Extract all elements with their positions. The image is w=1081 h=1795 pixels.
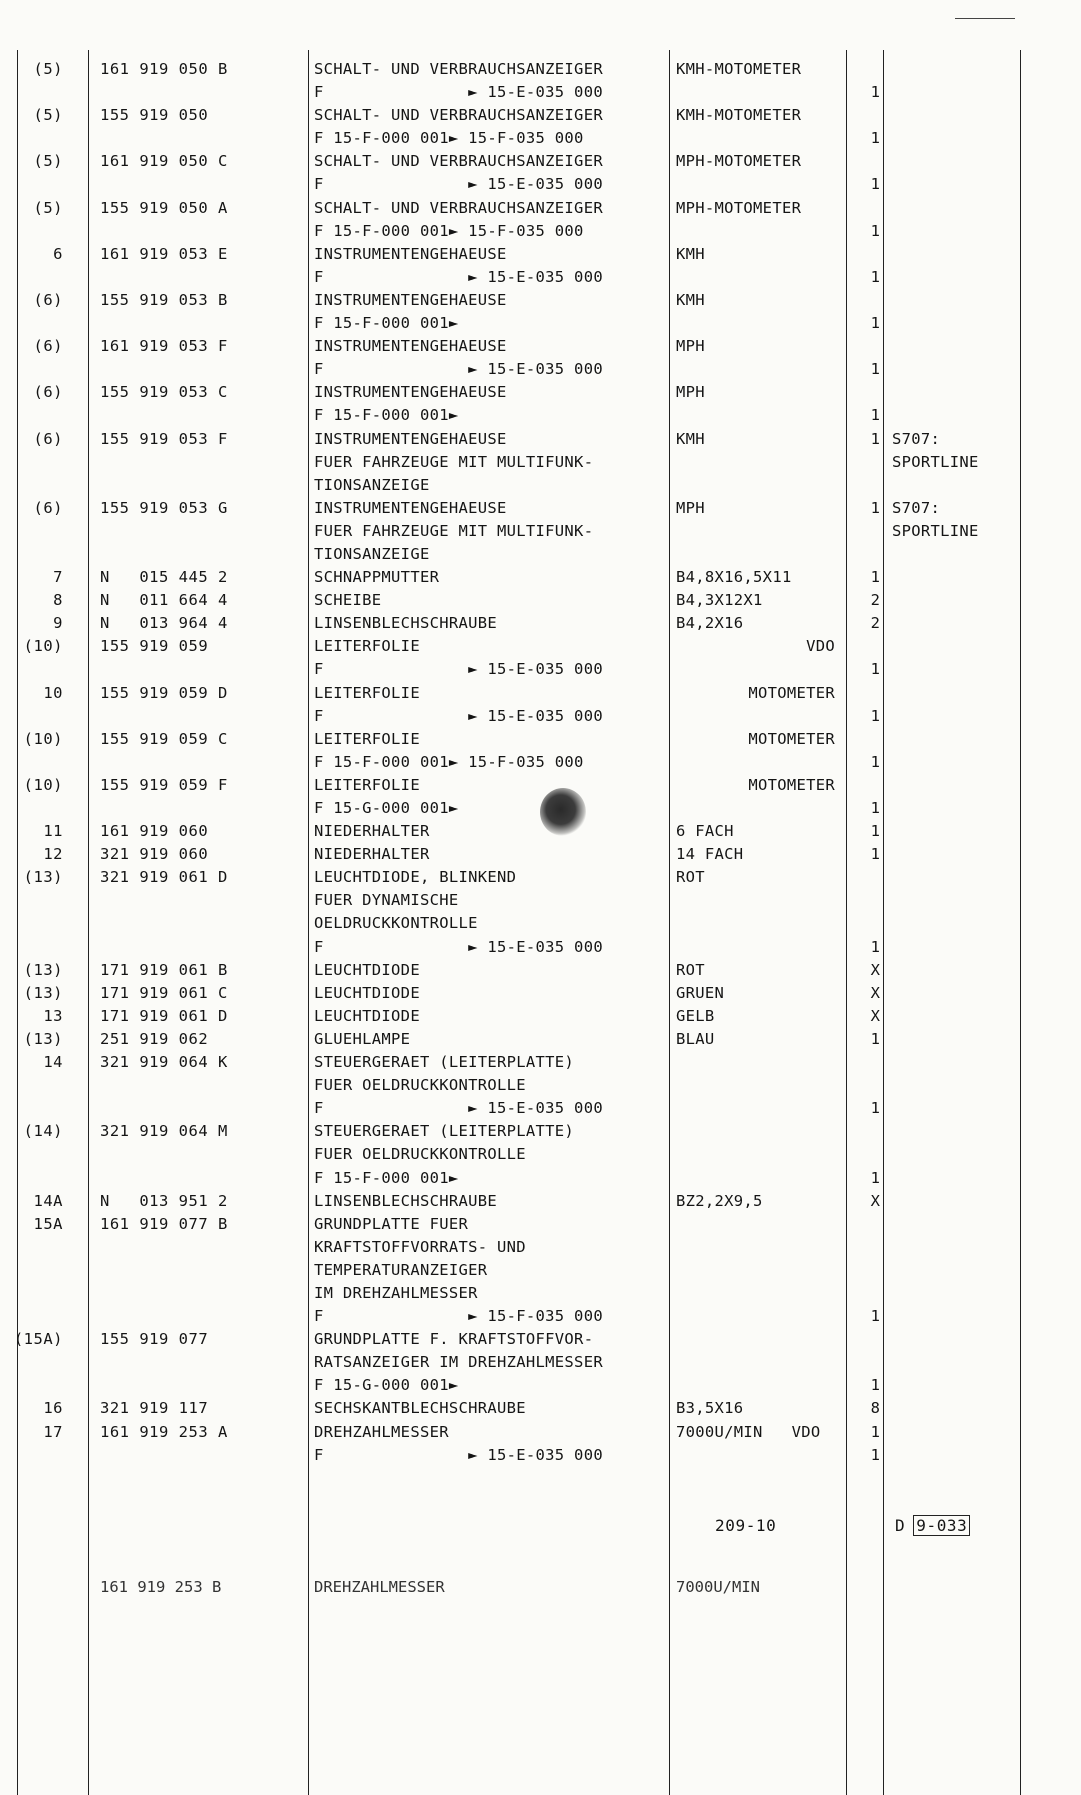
position-cell: (5): [33, 152, 63, 171]
table-row: [0, 866, 1081, 889]
table-row: [0, 751, 1081, 774]
remark-cell: GRUEN: [676, 983, 725, 1002]
note-cell: SPORTLINE: [892, 521, 979, 540]
remark-cell: B4,2X16: [676, 614, 744, 633]
description-cell: FUER FAHRZEUGE MIT MULTIFUNK-: [314, 452, 594, 471]
remark-cell: B4,3X12X1: [676, 591, 763, 610]
quantity-cell: 1: [870, 129, 880, 148]
table-row: [0, 220, 1081, 243]
description-cell: GRUNDPLATTE FUER: [314, 1214, 469, 1233]
position-cell: 6: [53, 244, 63, 263]
table-row: [0, 566, 1081, 589]
remark-cell: MPH-MOTOMETER: [676, 198, 802, 217]
description-cell: LINSENBLECHSCHRAUBE: [314, 614, 498, 633]
remark-cell-right: MOTOMETER: [748, 729, 835, 748]
table-row: [0, 843, 1081, 866]
table-row: [0, 728, 1081, 751]
description-cell: LEITERFOLIE: [314, 637, 420, 656]
part-number-cell: 171 919 061 D: [100, 1006, 228, 1025]
quantity-cell: 1: [870, 1029, 880, 1048]
description-cell: SCHALT- UND VERBRAUCHSANZEIGER: [314, 106, 603, 125]
description-cell: F ► 15-E-035 000: [314, 937, 603, 956]
quantity-cell: 1: [870, 1445, 880, 1464]
part-number-cell: 251 919 062: [100, 1029, 209, 1048]
table-row: [0, 312, 1081, 335]
description-cell: IM DREHZAHLMESSER: [314, 1283, 478, 1302]
position-cell: (15A): [13, 1330, 63, 1349]
table-row: [0, 335, 1081, 358]
remark-cell: 6 FACH: [676, 822, 734, 841]
part-number-cell: 155 919 053 G: [100, 498, 228, 517]
description-cell: TIONSANZEIGE: [314, 475, 430, 494]
remark-cell: ROT: [676, 960, 705, 979]
description-cell: TIONSANZEIGE: [314, 544, 430, 563]
position-cell: (10): [23, 775, 63, 794]
description-cell: F 15-F-000 001► 15-F-035 000: [314, 129, 584, 148]
remark-cell: BLAU: [676, 1029, 715, 1048]
table-row: [0, 1074, 1081, 1097]
part-number-cell: 161 919 053 E: [100, 244, 228, 263]
description-cell: LEUCHTDIODE: [314, 983, 420, 1002]
part-number-cell: 321 919 061 D: [100, 868, 228, 887]
position-cell: 8: [53, 591, 63, 610]
cut-row-remark: 7000U/MIN: [676, 1578, 760, 1596]
description-cell: F ► 15-E-035 000: [314, 1099, 603, 1118]
table-row: [0, 1397, 1081, 1420]
remark-cell: KMH-MOTOMETER: [676, 60, 802, 78]
table-row: [0, 520, 1081, 543]
description-cell: INSTRUMENTENGEHAEUSE: [314, 429, 507, 448]
document-code-box: 9-033: [913, 1515, 970, 1536]
remark-cell: KMH-MOTOMETER: [676, 106, 802, 125]
table-row: [0, 358, 1081, 381]
description-cell: F ► 15-E-035 000: [314, 1445, 603, 1464]
description-cell: OELDRUCKKONTROLLE: [314, 914, 478, 933]
table-row: [0, 1051, 1081, 1074]
description-cell: INSTRUMENTENGEHAEUSE: [314, 290, 507, 309]
part-number-cell: 155 919 053 C: [100, 383, 228, 402]
remark-cell: MPH: [676, 383, 705, 402]
table-row: [0, 612, 1081, 635]
table-row: [0, 266, 1081, 289]
description-cell: LEUCHTDIODE: [314, 1006, 420, 1025]
part-number-cell: 155 919 059 F: [100, 775, 228, 794]
description-cell: F ► 15-E-035 000: [314, 83, 603, 102]
quantity-cell: 1: [870, 1099, 880, 1118]
position-cell: (5): [33, 60, 63, 78]
remark-cell-right: MOTOMETER: [748, 775, 835, 794]
table-row: [0, 1259, 1081, 1282]
table-row: [0, 1143, 1081, 1166]
quantity-cell: 1: [870, 1422, 880, 1441]
description-cell: F 15-F-000 001► 15-F-035 000: [314, 752, 584, 771]
description-cell: LEUCHTDIODE: [314, 960, 420, 979]
description-cell: F 15-F-000 001► 15-F-035 000: [314, 221, 584, 240]
part-number-cell: 155 919 050 A: [100, 198, 228, 217]
document-code: [895, 1516, 970, 1535]
position-cell: (10): [23, 637, 63, 656]
table-row: [0, 1097, 1081, 1120]
table-row: [0, 1421, 1081, 1444]
position-cell: 13: [43, 1006, 63, 1025]
quantity-cell: 1: [870, 1376, 880, 1395]
note-cell: S707:: [892, 498, 941, 517]
description-cell: NIEDERHALTER: [314, 822, 430, 841]
description-cell: F 15-F-000 001►: [314, 406, 459, 425]
table-row: [0, 404, 1081, 427]
description-cell: F ► 15-E-035 000: [314, 706, 603, 725]
description-cell: KRAFTSTOFFVORRATS- UND: [314, 1237, 526, 1256]
position-cell: (6): [33, 383, 63, 402]
remark-cell: 14 FACH: [676, 845, 744, 864]
table-row: [0, 705, 1081, 728]
table-row: [0, 1167, 1081, 1190]
description-cell: F 15-F-000 001►: [314, 1168, 459, 1187]
remark-cell: B3,5X16: [676, 1399, 744, 1418]
part-number-cell: 155 919 059: [100, 637, 209, 656]
table-row: [0, 289, 1081, 312]
description-cell: STEUERGERAET (LEITERPLATTE): [314, 1053, 575, 1072]
part-number-cell: 155 919 053 F: [100, 429, 228, 448]
table-row: [0, 127, 1081, 150]
part-number-cell: N 013 964 4: [100, 614, 228, 633]
quantity-cell: 1: [870, 360, 880, 379]
part-number-cell: 161 919 053 F: [100, 337, 228, 356]
remark-cell: 7000U/MIN VDO: [676, 1422, 821, 1441]
table-row: [0, 81, 1081, 104]
table-row: [0, 1005, 1081, 1028]
quantity-cell: 1: [870, 429, 880, 448]
cut-row-part: 161 919 253 B: [100, 1578, 222, 1596]
table-row: [0, 774, 1081, 797]
remark-cell: ROT: [676, 868, 705, 887]
quantity-cell: 1: [870, 406, 880, 425]
remark-cell: B4,8X16,5X11: [676, 568, 792, 587]
quantity-cell: 1: [870, 1168, 880, 1187]
remark-cell: MPH-MOTOMETER: [676, 152, 802, 171]
position-cell: (5): [33, 198, 63, 217]
description-cell: SCHALT- UND VERBRAUCHSANZEIGER: [314, 60, 603, 78]
table-row: [0, 682, 1081, 705]
position-cell: (13): [23, 1029, 63, 1048]
description-cell: F ► 15-E-035 000: [314, 267, 603, 286]
cut-row-desc: DREHZAHLMESSER: [314, 1578, 445, 1596]
table-row: [0, 1444, 1081, 1467]
quantity-cell: 1: [870, 83, 880, 102]
description-cell: SCHEIBE: [314, 591, 382, 610]
part-number-cell: 171 919 061 B: [100, 960, 228, 979]
description-cell: FUER FAHRZEUGE MIT MULTIFUNK-: [314, 521, 594, 540]
quantity-cell: X: [870, 1006, 880, 1025]
quantity-cell: 1: [870, 267, 880, 286]
description-cell: NIEDERHALTER: [314, 845, 430, 864]
description-cell: DREHZAHLMESSER: [314, 1422, 449, 1441]
description-cell: FUER DYNAMISCHE: [314, 891, 459, 910]
part-number-cell: 321 919 064 K: [100, 1053, 228, 1072]
description-cell: F 15-G-000 001►: [314, 1376, 459, 1395]
remark-cell: KMH: [676, 429, 705, 448]
table-row: [0, 381, 1081, 404]
part-number-cell: 321 919 117: [100, 1399, 209, 1418]
description-cell: SCHNAPPMUTTER: [314, 568, 440, 587]
document-prefix: D: [895, 1516, 906, 1535]
table-row: [0, 451, 1081, 474]
quantity-cell: 1: [870, 706, 880, 725]
table-row: [0, 1351, 1081, 1374]
description-cell: LEUCHTDIODE, BLINKEND: [314, 868, 517, 887]
table-row: [0, 1282, 1081, 1305]
position-cell: 11: [43, 822, 63, 841]
remark-cell: KMH: [676, 244, 705, 263]
remark-cell: MPH: [676, 337, 705, 356]
description-cell: FUER OELDRUCKKONTROLLE: [314, 1076, 526, 1095]
quantity-cell: 1: [870, 937, 880, 956]
position-cell: (14): [23, 1122, 63, 1141]
table-row: [0, 658, 1081, 681]
table-row: [0, 497, 1081, 520]
remark-cell: BZ2,2X9,5: [676, 1191, 763, 1210]
note-cell: S707:: [892, 429, 941, 448]
position-cell: (5): [33, 106, 63, 125]
quantity-cell: 1: [870, 799, 880, 817]
description-cell: F ► 15-E-035 000: [314, 360, 603, 379]
part-number-cell: 171 919 061 C: [100, 983, 228, 1002]
part-number-cell: N 015 445 2: [100, 568, 228, 587]
remark-cell-right: VDO: [806, 637, 835, 656]
description-cell: TEMPERATURANZEIGER: [314, 1260, 488, 1279]
table-row: [0, 1120, 1081, 1143]
position-cell: 16: [43, 1399, 63, 1418]
table-row: [0, 959, 1081, 982]
table-row: [0, 150, 1081, 173]
table-row: [0, 889, 1081, 912]
position-cell: (6): [33, 290, 63, 309]
quantity-cell: 1: [870, 1307, 880, 1326]
description-cell: LEITERFOLIE: [314, 775, 420, 794]
table-row: [0, 1305, 1081, 1328]
description-cell: LINSENBLECHSCHRAUBE: [314, 1191, 498, 1210]
quantity-cell: 1: [870, 845, 880, 864]
position-cell: 10: [43, 683, 63, 702]
table-row: [0, 173, 1081, 196]
description-cell: GRUNDPLATTE F. KRAFTSTOFFVOR-: [314, 1330, 594, 1349]
parts-table: [0, 58, 1081, 1467]
part-number-cell: 155 919 053 B: [100, 290, 228, 309]
part-number-cell: 155 919 050: [100, 106, 209, 125]
description-cell: LEITERFOLIE: [314, 683, 420, 702]
description-cell: INSTRUMENTENGEHAEUSE: [314, 498, 507, 517]
table-row: [0, 982, 1081, 1005]
quantity-cell: 1: [870, 498, 880, 517]
table-row: [0, 912, 1081, 935]
table-row: [0, 936, 1081, 959]
part-number-cell: 321 919 064 M: [100, 1122, 228, 1141]
description-cell: LEITERFOLIE: [314, 729, 420, 748]
position-cell: (6): [33, 337, 63, 356]
quantity-cell: 1: [870, 568, 880, 587]
description-cell: INSTRUMENTENGEHAEUSE: [314, 244, 507, 263]
description-cell: SCHALT- UND VERBRAUCHSANZEIGER: [314, 198, 603, 217]
part-number-cell: 155 919 059 D: [100, 683, 228, 702]
quantity-cell: 1: [870, 660, 880, 679]
table-row: [0, 543, 1081, 566]
part-number-cell: 161 919 253 A: [100, 1422, 228, 1441]
ink-smudge: [540, 788, 586, 836]
remark-cell-right: MOTOMETER: [748, 683, 835, 702]
position-cell: 14: [43, 1053, 63, 1072]
position-cell: (6): [33, 498, 63, 517]
table-row: [0, 820, 1081, 843]
quantity-cell: 8: [870, 1399, 880, 1418]
part-number-cell: N 011 664 4: [100, 591, 228, 610]
position-cell: (10): [23, 729, 63, 748]
position-cell: (13): [23, 983, 63, 1002]
description-cell: GLUEHLAMPE: [314, 1029, 411, 1048]
description-cell: SECHSKANTBLECHSCHRAUBE: [314, 1399, 526, 1418]
description-cell: F ► 15-E-035 000: [314, 660, 603, 679]
description-cell: INSTRUMENTENGEHAEUSE: [314, 337, 507, 356]
position-cell: 9: [53, 614, 63, 633]
position-cell: (13): [23, 960, 63, 979]
part-number-cell: 155 919 077: [100, 1330, 209, 1349]
part-number-cell: 321 919 060: [100, 845, 209, 864]
remark-cell: GELB: [676, 1006, 715, 1025]
position-cell: (6): [33, 429, 63, 448]
position-cell: 14A: [33, 1191, 63, 1210]
quantity-cell: 1: [870, 752, 880, 771]
table-row: [0, 1028, 1081, 1051]
description-cell: F ► 15-E-035 000: [314, 175, 603, 194]
page-code: 209-10: [715, 1516, 777, 1535]
table-row: [0, 1190, 1081, 1213]
description-cell: SCHALT- UND VERBRAUCHSANZEIGER: [314, 152, 603, 171]
part-number-cell: 161 919 060: [100, 822, 209, 841]
position-cell: 15A: [33, 1214, 63, 1233]
note-cell: SPORTLINE: [892, 452, 979, 471]
table-row: [0, 428, 1081, 451]
position-cell: 7: [53, 568, 63, 587]
table-row: [0, 1328, 1081, 1351]
table-row: [0, 243, 1081, 266]
part-number-cell: 161 919 050 B: [100, 60, 228, 78]
table-row: [0, 1374, 1081, 1397]
quantity-cell: X: [870, 1191, 880, 1210]
description-cell: STEUERGERAET (LEITERPLATTE): [314, 1122, 575, 1141]
part-number-cell: 161 919 077 B: [100, 1214, 228, 1233]
quantity-cell: 1: [870, 175, 880, 194]
description-cell: RATSANZEIGER IM DREHZAHLMESSER: [314, 1353, 603, 1372]
position-cell: 17: [43, 1422, 63, 1441]
description-cell: F ► 15-F-035 000: [314, 1307, 603, 1326]
part-number-cell: 155 919 059 C: [100, 729, 228, 748]
table-row: [0, 58, 1081, 81]
quantity-cell: 2: [870, 614, 880, 633]
quantity-cell: 1: [870, 314, 880, 333]
part-number-cell: N 013 951 2: [100, 1191, 228, 1210]
quantity-cell: 1: [870, 221, 880, 240]
top-rule: [955, 18, 1015, 19]
description-cell: INSTRUMENTENGEHAEUSE: [314, 383, 507, 402]
table-row: [0, 1213, 1081, 1236]
table-row: [0, 1236, 1081, 1259]
remark-cell: MPH: [676, 498, 705, 517]
part-number-cell: 161 919 050 C: [100, 152, 228, 171]
quantity-cell: 2: [870, 591, 880, 610]
table-row: [0, 474, 1081, 497]
quantity-cell: X: [870, 983, 880, 1002]
table-row: [0, 104, 1081, 127]
table-row: [0, 197, 1081, 220]
description-cell: F 15-G-000 001►: [314, 799, 459, 817]
description-cell: FUER OELDRUCKKONTROLLE: [314, 1145, 526, 1164]
position-cell: (13): [23, 868, 63, 887]
position-cell: 12: [43, 845, 63, 864]
quantity-cell: 1: [870, 822, 880, 841]
table-row: [0, 589, 1081, 612]
remark-cell: KMH: [676, 290, 705, 309]
quantity-cell: X: [870, 960, 880, 979]
description-cell: F 15-F-000 001►: [314, 314, 459, 333]
table-row: [0, 635, 1081, 658]
